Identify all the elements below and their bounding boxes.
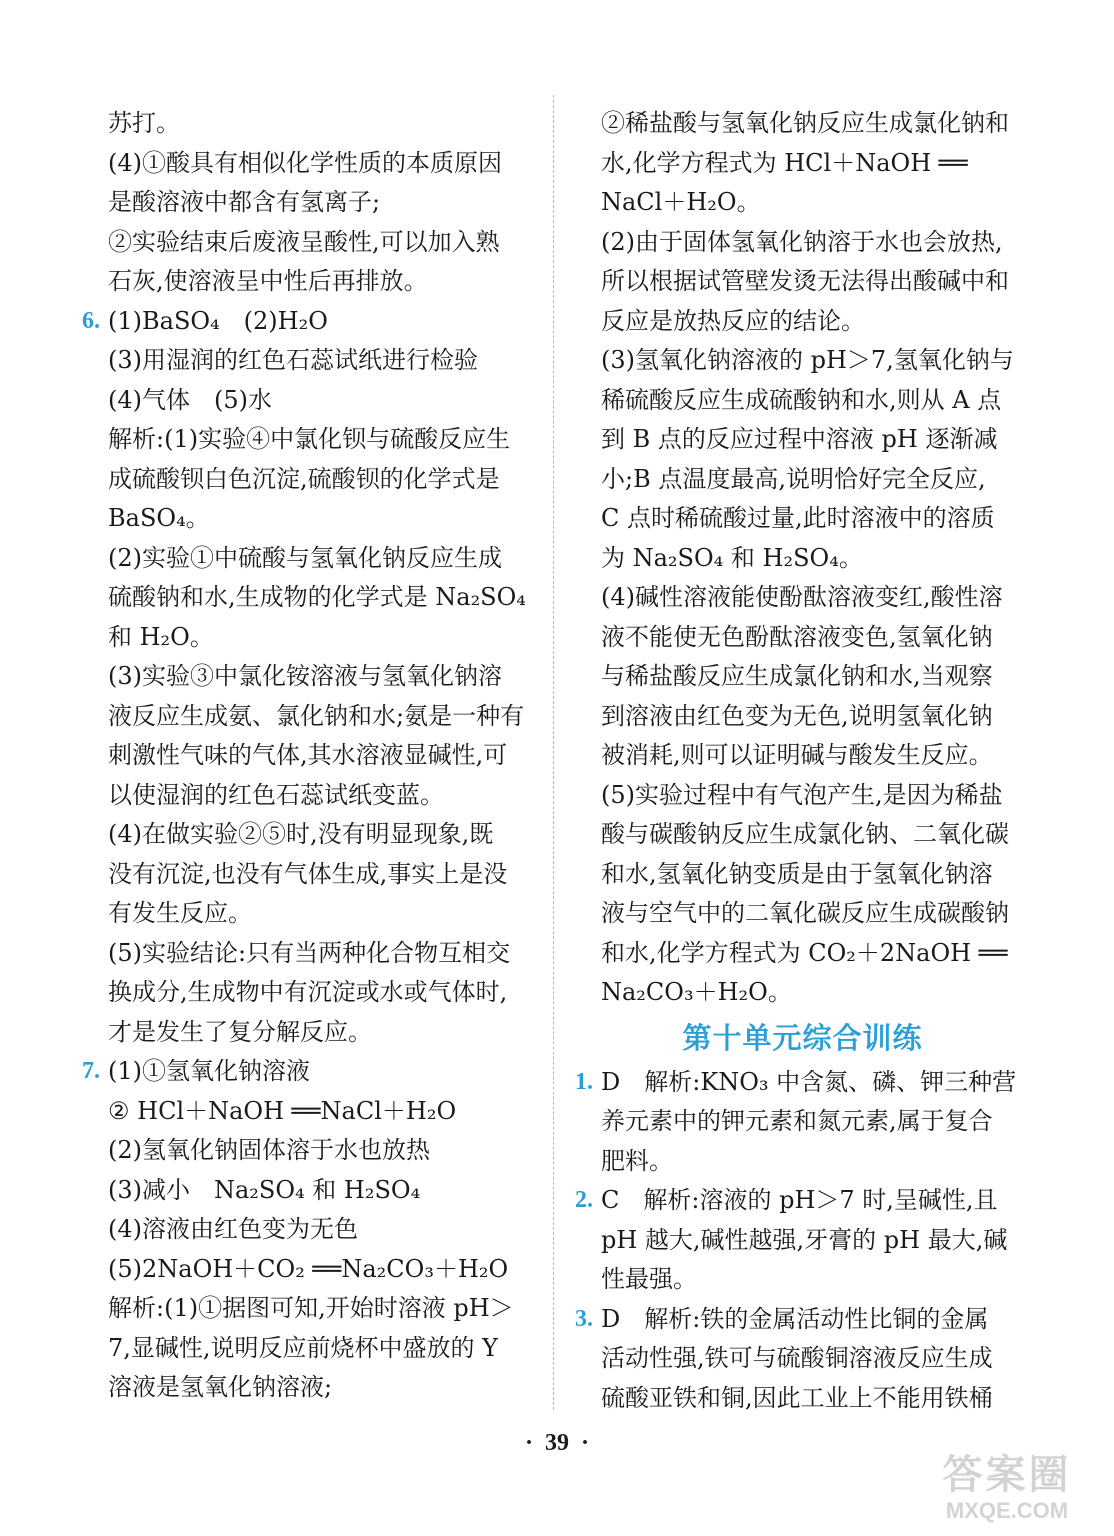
question-number: 1. — [575, 1068, 593, 1095]
unit-review-answers — [575, 1063, 1030, 1419]
answer-line — [575, 1379, 1030, 1419]
page-number: · 39 · — [524, 1430, 590, 1456]
left-column — [82, 104, 534, 1408]
section-title: 第十单元综合训练 — [682, 1020, 923, 1055]
line-text: 硫酸钠和水,生成物的化学式是 Na₂SO₄ — [108, 583, 526, 611]
question-answer-line — [575, 1063, 1030, 1103]
answer-line — [575, 1260, 1030, 1300]
line-text: D 解析:铁的金属活动性比铜的金属 — [601, 1304, 989, 1333]
answer-line — [82, 618, 534, 658]
line-text: 液不能使无色酚酞溶液变色,氢氧化钠 — [601, 622, 993, 651]
line-text: 和 H₂O。 — [108, 622, 214, 651]
line-text: BaSO₄。 — [108, 504, 210, 532]
line-text: 小;B 点温度最高,说明恰好完全反应, — [601, 464, 986, 493]
line-text: ②稀盐酸与氢氧化钠反应生成氯化钠和 — [601, 109, 1009, 137]
line-text: 石灰,使溶液呈中性后再排放。 — [108, 267, 428, 295]
answer-line — [575, 1221, 1030, 1261]
answer-line — [575, 183, 1030, 223]
answer-line — [575, 262, 1030, 302]
answer-line — [82, 776, 534, 816]
line-text: 到 B 点的反应过程中溶液 pH 逐渐减 — [601, 425, 998, 453]
question-answer-line — [82, 1052, 534, 1092]
line-text: C 解析:溶液的 pH＞7 时,呈碱性,且 — [601, 1186, 998, 1214]
answer-line — [82, 381, 534, 421]
answer-line — [575, 578, 1030, 618]
answer-line — [575, 420, 1030, 460]
question-number: 6. — [82, 307, 100, 334]
line-text: 和水,化学方程式为 CO₂＋2NaOH ══ — [601, 938, 1008, 967]
line-text: 解析:(1)实验④中氯化钡与硫酸反应生 — [108, 425, 511, 453]
answer-line — [575, 1102, 1030, 1142]
line-text: (4)气体 (5)水 — [108, 385, 272, 414]
answer-line — [575, 1142, 1030, 1182]
line-text: (5)实验结论:只有当两种化合物互相交 — [108, 938, 511, 967]
answer-line — [82, 1250, 534, 1290]
answer-line — [575, 460, 1030, 500]
line-text: 到溶液由红色变为无色,说明氢氧化钠 — [601, 701, 993, 730]
answer-line — [575, 144, 1030, 184]
question-number: 2. — [575, 1187, 593, 1213]
line-text: (5)实验过程中有气泡产生,是因为稀盐 — [601, 780, 1003, 809]
line-text: 养元素中的钾元素和氮元素,属于复合 — [601, 1107, 993, 1135]
answer-line — [82, 1092, 534, 1132]
question-answer-line — [82, 302, 534, 342]
line-text: 解析:(1)①据图可知,开始时溶液 pH＞ — [108, 1294, 514, 1322]
line-text: 反应是放热反应的结论。 — [601, 306, 865, 335]
answer-line — [82, 1171, 534, 1211]
line-text: 活动性强,铁可与硫酸铜溶液反应生成 — [601, 1344, 993, 1372]
line-text: pH 越大,碱性越强,牙膏的 pH 最大,碱 — [601, 1225, 1008, 1254]
question-number: 3. — [575, 1305, 593, 1332]
answer-line — [575, 894, 1030, 934]
line-text: 硫酸亚铁和铜,因此工业上不能用铁桶 — [601, 1383, 993, 1412]
answer-line — [82, 1131, 534, 1171]
answer-line — [575, 381, 1030, 421]
line-text: (5)2NaOH＋CO₂ ══Na₂CO₃＋H₂O — [108, 1254, 509, 1283]
answer-line — [575, 104, 1030, 144]
line-text: 肥料。 — [601, 1146, 673, 1175]
line-text: 稀硫酸反应生成硫酸钠和水,则从 A 点 — [601, 385, 1002, 414]
line-text: (3)用湿润的红色石蕊试纸进行检验 — [108, 346, 478, 374]
answer-line — [82, 499, 534, 539]
line-text: 液与空气中的二氧化碳反应生成碳酸钠 — [601, 899, 1009, 927]
line-text: 成硫酸钡白色沉淀,硫酸钡的化学式是 — [108, 464, 500, 493]
answer-line — [575, 657, 1030, 697]
answer-line — [575, 302, 1030, 342]
answer-line — [82, 815, 534, 855]
answer-line — [575, 855, 1030, 895]
watermark-line2: MXQE.COM — [945, 1498, 1069, 1523]
line-text: Na₂CO₃＋H₂O。 — [601, 978, 792, 1006]
answer-line — [82, 1013, 534, 1053]
line-text: 换成分,生成物中有沉淀或水或气体时, — [108, 978, 508, 1006]
line-text: 溶液是氢氧化钠溶液; — [108, 1373, 333, 1401]
answer-line — [575, 697, 1030, 737]
answer-line — [575, 539, 1030, 579]
line-text: 和水,氢氧化钠变质是由于氢氧化钠溶 — [601, 859, 993, 888]
line-text: 7,显碱性,说明反应前烧杯中盛放的 Y — [108, 1333, 498, 1362]
line-text: (3)氢氧化钠溶液的 pH＞7,氢氧化钠与 — [601, 346, 1014, 374]
line-text: (3)减小 Na₂SO₄ 和 H₂SO₄ — [108, 1175, 421, 1204]
question-answer-line — [575, 1300, 1030, 1340]
page-number-value: 39 — [545, 1430, 569, 1456]
line-text: (2)实验①中硫酸与氢氧化钠反应生成 — [108, 543, 502, 572]
right-column — [575, 104, 1030, 1418]
line-text: 以使湿润的红色石蕊试纸变蓝。 — [108, 780, 444, 809]
line-text: NaCl＋H₂O。 — [601, 188, 761, 216]
line-text: ② HCl＋NaOH ══NaCl＋H₂O — [108, 1096, 457, 1125]
line-text: 有发生反应。 — [108, 899, 252, 927]
answer-line — [575, 815, 1030, 855]
line-text: 酸与碳酸钠反应生成氯化钠、二氧化碳 — [601, 820, 1009, 848]
answer-line — [82, 420, 534, 460]
answer-line — [82, 697, 534, 737]
line-text: 被消耗,则可以证明碱与酸发生反应。 — [601, 741, 993, 769]
answer-line — [82, 1368, 534, 1408]
line-text: 才是发生了复分解反应。 — [108, 1017, 372, 1046]
answer-line — [82, 104, 534, 144]
answer-line — [82, 1210, 534, 1250]
line-text: (1)①氢氧化钠溶液 — [108, 1057, 310, 1085]
question-number: 7. — [82, 1058, 100, 1084]
answer-line — [82, 144, 534, 184]
answer-line — [82, 578, 534, 618]
answer-line — [82, 262, 534, 302]
line-text: 液反应生成氨、氯化钠和水;氨是一种有 — [108, 701, 525, 730]
answer-line — [82, 223, 534, 263]
column-divider — [553, 95, 554, 1410]
answer-line — [82, 539, 534, 579]
answer-line — [575, 776, 1030, 816]
answer-line — [82, 183, 534, 223]
line-text: 是酸溶液中都含有氢离子; — [108, 188, 381, 216]
watermark-logo — [912, 1452, 1102, 1530]
answer-line — [82, 736, 534, 776]
right-column-answers — [575, 104, 1030, 1013]
line-text: 水,化学方程式为 HCl＋NaOH ══ — [601, 148, 968, 177]
line-text: 所以根据试管壁发烫无法得出酸碱中和 — [601, 267, 1009, 295]
watermark-line1: 答案圈 — [942, 1453, 1072, 1497]
line-text: (2)氢氧化钠固体溶于水也放热 — [108, 1136, 430, 1164]
answer-line — [575, 223, 1030, 263]
answer-line — [82, 1329, 534, 1369]
line-text: (4)溶液由红色变为无色 — [108, 1215, 358, 1243]
answer-line — [82, 460, 534, 500]
answer-line — [82, 894, 534, 934]
line-text: (4)在做实验②⑤时,没有明显现象,既 — [108, 820, 494, 848]
line-text: 苏打。 — [108, 109, 180, 137]
answer-line — [575, 499, 1030, 539]
line-text: (3)实验③中氯化铵溶液与氢氧化钠溶 — [108, 662, 502, 690]
answer-line — [82, 934, 534, 974]
answer-line — [575, 1339, 1030, 1379]
line-text: (4)碱性溶液能使酚酞溶液变红,酸性溶 — [601, 583, 1003, 611]
answer-line — [575, 341, 1030, 381]
line-text: ②实验结束后废液呈酸性,可以加入熟 — [108, 227, 500, 256]
answer-line — [82, 973, 534, 1013]
answer-line — [82, 657, 534, 697]
line-text: 没有沉淀,也没有气体生成,事实上是没 — [108, 859, 508, 888]
line-text: 刺激性气味的气体,其水溶液显碱性,可 — [108, 741, 508, 769]
line-text: (1)BaSO₄ (2)H₂O — [108, 306, 328, 335]
line-text: (2)由于固体氢氧化钠溶于水也会放热, — [601, 227, 1003, 256]
answer-line — [82, 1289, 534, 1329]
line-text: C 点时稀硫酸过量,此时溶液中的溶质 — [601, 504, 995, 532]
answer-line — [575, 736, 1030, 776]
line-text: 与稀盐酸反应生成氯化钠和水,当观察 — [601, 662, 993, 690]
line-text: 为 Na₂SO₄ 和 H₂SO₄。 — [601, 543, 863, 572]
answer-line — [575, 934, 1030, 974]
line-text: 性最强。 — [601, 1265, 697, 1293]
line-text: (4)①酸具有相似化学性质的本质原因 — [108, 148, 502, 177]
line-text: D 解析:KNO₃ 中含氮、磷、钾三种营 — [601, 1067, 1017, 1096]
question-answer-line — [575, 1181, 1030, 1221]
answer-line — [575, 973, 1030, 1013]
answer-line — [575, 618, 1030, 658]
answer-line — [82, 341, 534, 381]
answer-line — [82, 855, 534, 895]
